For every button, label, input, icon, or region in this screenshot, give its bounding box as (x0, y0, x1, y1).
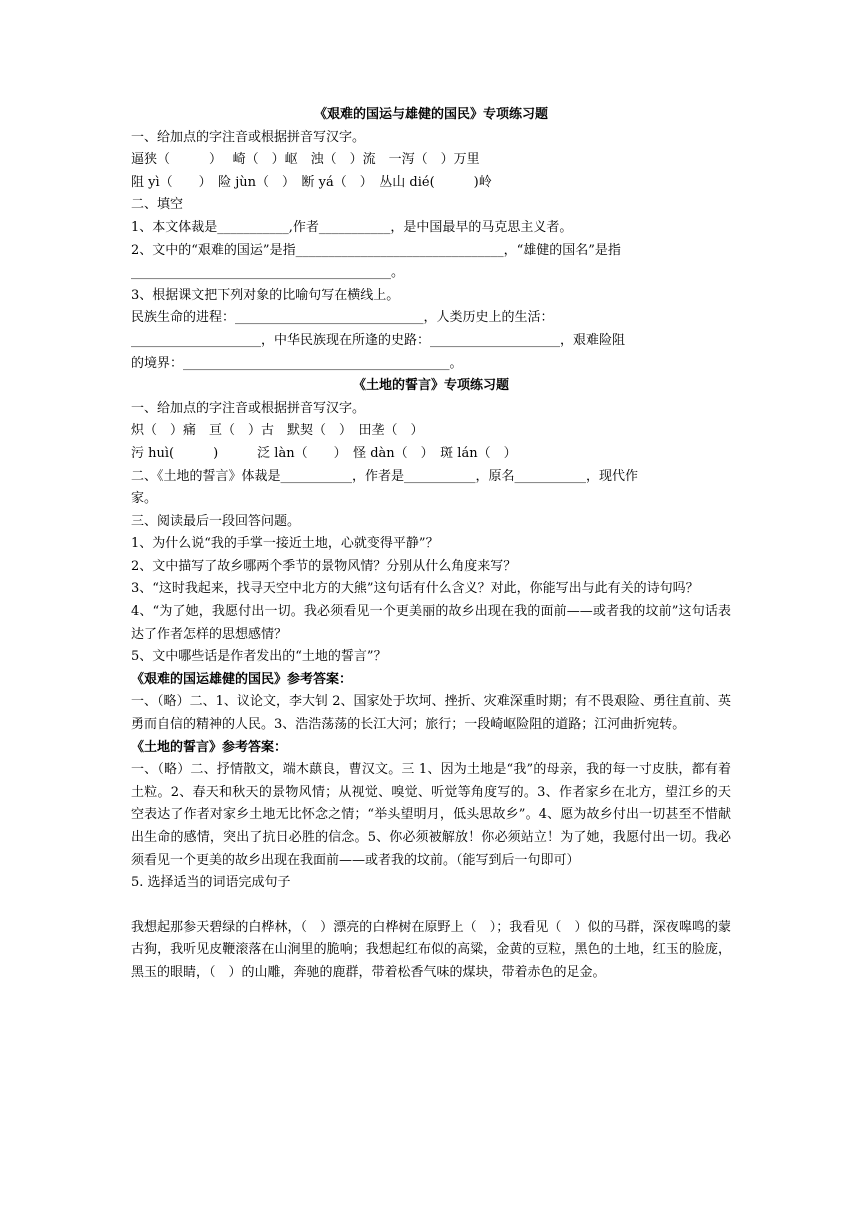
document-page (131, 104, 731, 985)
section2-q3-item4: 4、“为了她，我愿付出一切。我必须看见一个更美丽的故乡出现在我的面前——或者我的坟前”这句话表达了作者怎样的思想感情？ (131, 604, 731, 642)
section2-q2-line-b: 家。 (131, 491, 158, 507)
answers2-text: 一、（略）二、抒情散文，端木蕻良，曹汉文。三 1、因为土地是“我”的母亲，我的每一寸皮肤，都有着土粒。2、春天和秋天的景物风情；从视觉、嗅觉、听觉等角度写的。3、作者家乡在北方，望江乡的天空表达了作者对家乡土地无比怀念之情；“举头望明月，低头思故乡”。4、愿为故乡付出一切甚至不惜献出生命的感情，突出了抗日必胜的信念。5、你必须被解放！你必须站立！为了她，我愿付出一切。我必须看见一个更美的故乡出现在我面前——或者我的坟前。（能写到后一句即可） (131, 762, 731, 868)
section1-q2-heading: 二、填空 (131, 197, 184, 213)
section2-q2-line-a: 二、《土地的誓言》体裁是___________，作者是___________，原名___________，现代作 (131, 468, 639, 484)
section2-title: 《土地的誓言》专项练习题 (352, 378, 509, 394)
section2-q3-item3: 3、“这时我起来，找寻天空中北方的大熊”这句话有什么含义？对此，你能写出与此有关的诗句吗？ (131, 581, 699, 597)
section1-q1-row1: 逼狭（ ） 崎（ ）岖 浊（ ）流 一泻（ ）万里 (131, 152, 480, 168)
blank-spacer (131, 895, 731, 917)
section2-q1-row2: 污 huì( ) 泛 làn（ ） 怪 dàn（ ） 斑 lán（ ） (131, 445, 517, 461)
section1-title: 《艰难的国运与雄健的国民》专项练习题 (313, 107, 548, 122)
section2-q3-item1: 1、为什么说“我的手掌一接近土地，心就变得平静”？ (131, 536, 439, 552)
section1-q3-line-b: ____________________，中华民族现在所逢的史路：____________________，艰难险阻 (131, 332, 626, 348)
section1-q2-item1: 1、本文体裁是___________,作者___________，是中国最早的马克思主义者。 (131, 219, 573, 235)
section1-q3-line-a: 民族生命的进程：_____________________________，人类历史上的生活： (131, 310, 554, 326)
section1-q1-row2: 阻 yì（ ） 险 jùn（ ） 断 yá（ ） 丛山 dié( )岭 (131, 174, 492, 190)
section1-q3-line-c: 的境界：_________________________________________。 (131, 355, 463, 371)
section1-q2-item2-b: ________________________________________。 (131, 265, 404, 281)
answers1-text: 一、（略）二、1、议论文，李大钊 2、国家处于坎坷、挫折、灾难深重时期；有不畏艰险、勇往直前、英勇而自信的精神的人民。3、浩浩荡荡的长江大河；旅行；一段崎岖险阻的道路；江河曲折宛转。 (131, 694, 731, 733)
section1-q3-heading: 3、根据课文把下列对象的比喻句写在横线上。 (131, 287, 400, 303)
answers2-heading: 《土地的誓言》参考答案： (131, 739, 288, 755)
section1-q2-item2-a: 2、文中的“艰难的国运”是指________________________________，“雄健的国名”是指 (131, 242, 621, 258)
section2-q3-item2: 2、文中描写了故乡哪两个季节的景物风情？分别从什么角度来写？ (131, 558, 517, 574)
section2-q3-item5: 5、文中哪些话是作者发出的“土地的誓言”？ (131, 649, 387, 665)
answers1-heading: 《艰难的国运雄健的国民》参考答案： (131, 671, 353, 687)
section2-q3-heading: 三、阅读最后一段回答问题。 (131, 513, 301, 529)
section2-q1-row1: 炽（ ）痛 亘（ ）古 默契（ ） 田垄（ ） (131, 423, 424, 439)
q5-heading: 5. 选择适当的词语完成句子 (131, 875, 291, 891)
section2-q1-heading: 一、给加点的字注音或根据拼音写汉字。 (131, 400, 366, 416)
q5-text: 我想起那参天碧绿的白桦林，（ ）漂亮的白桦树在原野上（ ）；我看见（ ）似的马群，深夜嗥鸣的蒙古狗，我听见皮鞭滚落在山涧里的脆响；我想起红布似的高粱，金黄的豆粒，黑色的土地，红玉的脸庞，黑玉的眼睛，（ ）的山雕，奔驰的鹿群，带着松香气味的煤块，带着赤色的足金。 (131, 919, 731, 980)
section1-q1-heading: 一、给加点的字注音或根据拼音写汉字。 (131, 129, 366, 145)
